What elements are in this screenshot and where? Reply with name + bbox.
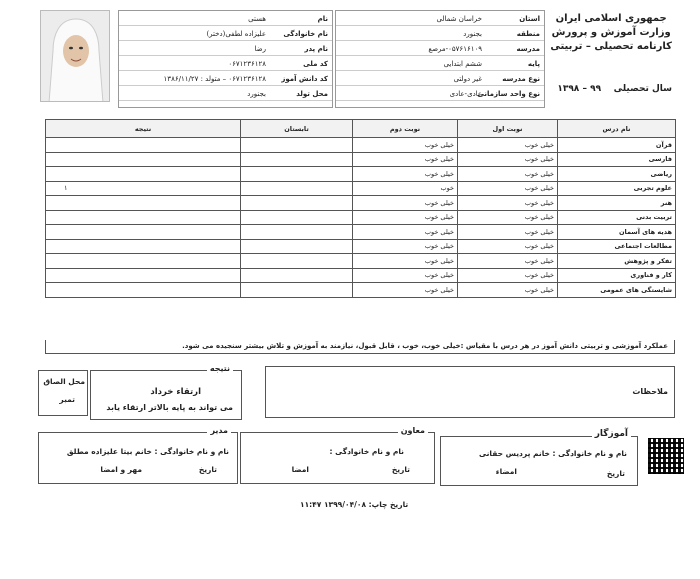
remarks-box	[265, 366, 675, 418]
grades-table	[45, 119, 676, 298]
principal-name: نام و نام خانوادگی : خانم بیتا علیزاده مطلق	[66, 447, 229, 456]
deputy-sign: امضا	[291, 465, 309, 474]
student-info-label: نام	[317, 15, 328, 23]
school-info-row	[336, 44, 544, 56]
cell-summer	[241, 283, 353, 298]
principal-title: مدیر	[207, 426, 231, 435]
cell-summer	[241, 268, 353, 283]
teacher-title: آموزگار	[592, 429, 631, 439]
ministry-heading	[550, 12, 672, 54]
year-label: سال تحصیلی	[613, 84, 672, 94]
header-summer: تابستان	[241, 120, 353, 138]
table-row	[46, 283, 676, 298]
cell-subject: هنر	[558, 196, 676, 211]
school-info-value: ۰۵۷۶۱۶۱۰۹-مرصع	[428, 45, 482, 53]
cell-result	[46, 239, 241, 254]
school-info-label: مدرسه	[516, 45, 540, 53]
student-info-label: کد ملی	[303, 60, 328, 68]
cell-first: خیلی خوب	[458, 283, 558, 298]
table-row	[46, 210, 676, 225]
student-info-row	[119, 14, 332, 26]
cell-result	[46, 225, 241, 240]
principal-date: تاریخ	[198, 465, 217, 474]
cell-subject: فارسی	[558, 152, 676, 167]
table-row	[46, 196, 676, 211]
cell-subject: ریاضی	[558, 167, 676, 182]
cell-first: خیلی خوب	[458, 138, 558, 153]
cell-second: خیلی خوب	[353, 254, 458, 269]
cell-first: خیلی خوب	[458, 167, 558, 182]
table-row	[46, 225, 676, 240]
school-info-row	[336, 74, 544, 86]
header-result: نتیجه	[46, 120, 241, 138]
student-info-value: هستی	[248, 15, 266, 23]
deputy-name: نام و نام خانوادگی :	[329, 447, 404, 456]
cell-summer	[241, 225, 353, 240]
table-row	[46, 152, 676, 167]
deputy-signature-box	[240, 426, 435, 484]
principal-sign: مهر و امضا	[100, 465, 142, 474]
cell-result	[46, 152, 241, 167]
ministry-title: وزارت آموزش و پرورش	[551, 27, 671, 38]
teacher-name: نام و نام خانوادگی : خانم پردیس حقانی	[479, 449, 627, 458]
cell-subject: تفکر و پژوهش	[558, 254, 676, 269]
cell-second: خیلی خوب	[353, 268, 458, 283]
cell-result	[46, 254, 241, 269]
cell-summer	[241, 152, 353, 167]
cell-second: خیلی خوب	[353, 225, 458, 240]
student-info-value: علیزاده لطفی(دختر)	[206, 30, 266, 38]
cell-first: خیلی خوب	[458, 196, 558, 211]
remarks-label: ملاحظات	[632, 387, 668, 396]
table-row	[46, 239, 676, 254]
report-title: کارنامه تحصیلی – تربیتی	[550, 41, 672, 52]
academic-year	[557, 84, 672, 94]
grading-scale-note: عملکرد آموزشی و تربیتی دانش آموز در هر درس با مقیاس :خیلی خوب، خوب ، قابل قبول، نیازمند به آموزش و تلاش بیشتر سنجیده می شود.	[45, 340, 675, 354]
table-row	[46, 138, 676, 153]
cell-result	[46, 268, 241, 283]
table-row	[46, 167, 676, 182]
cell-first: خیلی خوب	[458, 181, 558, 196]
student-info-row	[119, 89, 332, 101]
header-first-term: نوبت اول	[458, 120, 558, 138]
result-line-1: ارتقاء خرداد	[150, 387, 201, 397]
cell-second: خیلی خوب	[353, 167, 458, 182]
republic-title: جمهوری اسلامی ایران	[555, 13, 667, 24]
school-info-label: استان	[519, 15, 540, 23]
student-info-row	[119, 74, 332, 86]
teacher-date: تاریخ	[606, 469, 625, 478]
cell-first: خیلی خوب	[458, 239, 558, 254]
cell-second: خیلی خوب	[353, 138, 458, 153]
teacher-signature-box	[440, 429, 638, 486]
cell-subject: هدیه های آسمان	[558, 225, 676, 240]
print-date: تاریخ چاپ: ۱۳۹۹/۰۴/۰۸ ۱۱:۴۷	[300, 500, 409, 509]
cell-summer	[241, 210, 353, 225]
deputy-date: تاریخ	[391, 465, 410, 474]
result-box	[90, 364, 242, 420]
cell-second: خیلی خوب	[353, 210, 458, 225]
cell-subject: مطالعات اجتماعی	[558, 239, 676, 254]
table-row	[46, 268, 676, 283]
school-info-value: غیر دولتی	[453, 75, 482, 83]
school-info-value: عادی-عادی	[449, 90, 482, 98]
student-info-value: رضا	[254, 45, 266, 53]
student-info-block	[118, 10, 333, 108]
cell-second: خیلی خوب	[353, 196, 458, 211]
stamp-line-2: تمبر	[59, 395, 75, 404]
cell-first: خیلی خوب	[458, 210, 558, 225]
cell-first: خیلی خوب	[458, 254, 558, 269]
school-info-row	[336, 59, 544, 71]
cell-result: ۱	[46, 181, 241, 196]
cell-result	[46, 283, 241, 298]
principal-signature-box	[38, 426, 238, 484]
cell-result	[46, 210, 241, 225]
cell-result	[46, 196, 241, 211]
school-info-value: ششم ابتدایی	[443, 60, 482, 68]
cell-summer	[241, 181, 353, 196]
stamp-line-1: محل الصاق	[43, 377, 85, 386]
cell-subject: تربیت بدنی	[558, 210, 676, 225]
year-value: ۹۹ – ۱۳۹۸	[557, 84, 602, 94]
cell-summer	[241, 239, 353, 254]
deputy-title: معاون	[398, 426, 428, 435]
cell-subject: علوم تجربی	[558, 181, 676, 196]
student-info-label: نام خانوادگی	[283, 30, 328, 38]
cell-summer	[241, 254, 353, 269]
stamp-box	[38, 370, 88, 416]
cell-second: خیلی خوب	[353, 239, 458, 254]
school-info-label: منطقه	[516, 30, 540, 38]
cell-summer	[241, 138, 353, 153]
cell-subject: قرآن	[558, 138, 676, 153]
school-info-label: نوع مدرسه	[502, 75, 540, 83]
qr-code	[648, 438, 684, 474]
school-info-value: خراسان شمالی	[436, 15, 482, 23]
school-info-row	[336, 89, 544, 101]
school-info-value: بجنورد	[463, 30, 482, 38]
cell-subject: شایستگی های عمومی	[558, 283, 676, 298]
cell-first: خیلی خوب	[458, 268, 558, 283]
school-info-row	[336, 14, 544, 26]
student-info-row	[119, 59, 332, 71]
cell-summer	[241, 167, 353, 182]
table-row	[46, 181, 676, 196]
result-title: نتیجه	[207, 364, 233, 373]
cell-first: خیلی خوب	[458, 152, 558, 167]
cell-summer	[241, 196, 353, 211]
cell-subject: کار و فناوری	[558, 268, 676, 283]
cell-second: خیلی خوب	[353, 152, 458, 167]
student-info-label: کد دانش آموز	[281, 75, 328, 83]
cell-result	[46, 167, 241, 182]
table-row	[46, 254, 676, 269]
school-info-block	[335, 10, 545, 108]
header-second-term: نوبت دوم	[353, 120, 458, 138]
student-info-value: ۰۶۷۱۲۳۶۱۲۸ – متولد : ۱۳۸۶/۱۱/۲۷	[163, 75, 266, 83]
school-info-label: نوع واحد سازمانی	[477, 90, 540, 98]
student-info-row	[119, 44, 332, 56]
school-info-row	[336, 29, 544, 41]
result-line-2: می تواند به پایه بالاتر ارتقاء یابد	[106, 403, 233, 412]
student-info-value: ۰۶۷۱۲۳۶۱۲۸	[228, 60, 266, 68]
student-info-value: بجنورد	[247, 90, 266, 98]
table-header-row	[46, 120, 676, 138]
cell-second: خوب	[353, 181, 458, 196]
header-subject: نام درس	[558, 120, 676, 138]
student-info-label: نام پدر	[304, 45, 328, 53]
student-info-label: محل تولد	[296, 90, 328, 98]
cell-second: خیلی خوب	[353, 283, 458, 298]
cell-result	[46, 138, 241, 153]
student-info-row	[119, 29, 332, 41]
cell-first: خیلی خوب	[458, 225, 558, 240]
teacher-sign: امضاء	[495, 467, 517, 476]
student-photo	[40, 10, 110, 102]
school-info-label: پایه	[527, 60, 540, 68]
